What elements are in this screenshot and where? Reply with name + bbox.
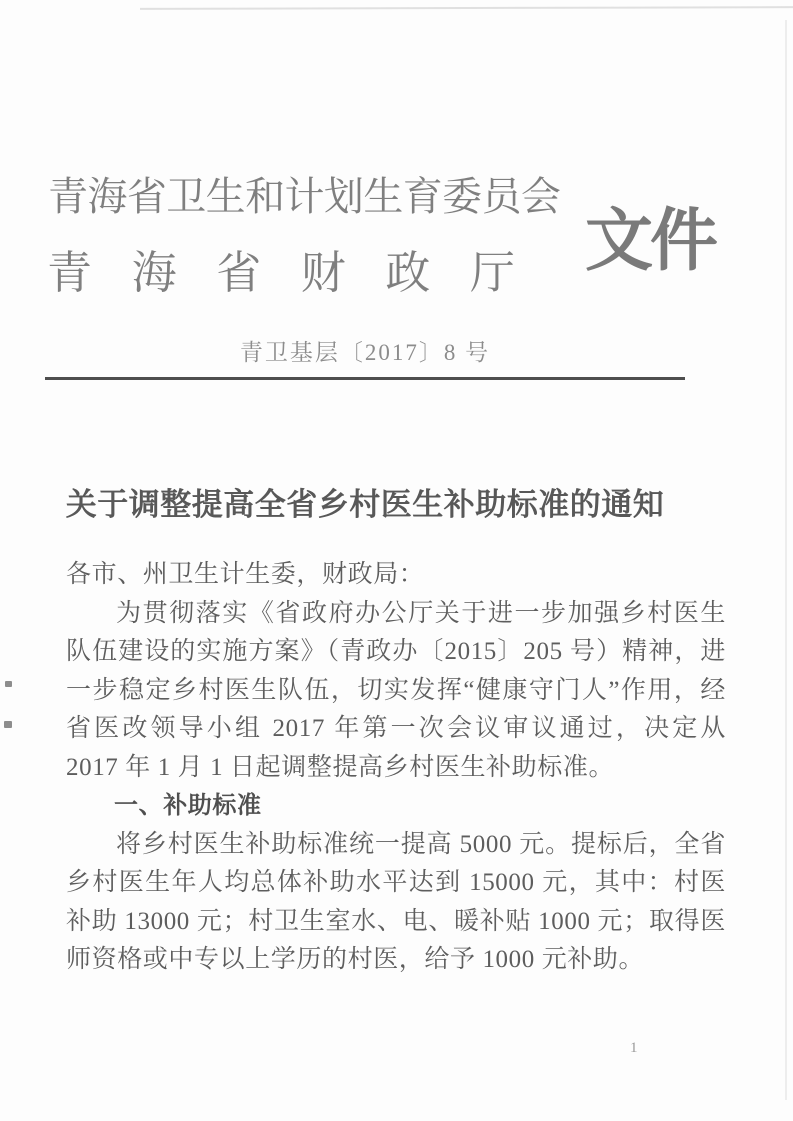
section-heading: 一、补助标准	[114, 792, 262, 819]
paragraph-2: 将乡村医生补助标准统一提高 5000 元。提标后，全省乡村医生年人均总体补助水平达到 15000 元，其中：村医补助 13000 元；村卫生室水、电、暖补贴 1000 元；取得医师资格或中专以上学历的村医，给予 1000 元补助。	[66, 830, 726, 973]
doc-type-label: 文件	[585, 203, 716, 279]
document-body	[66, 556, 726, 980]
document-title: 关于调整提高全省乡村医生补助标准的通知	[65, 487, 665, 522]
paragraph-1: 为贯彻落实《省政府办公厅关于进一步加强乡村医生队伍建设的实施方案》（青政办〔2015〕205 号）精神，进一步稳定乡村医生队伍，切实发挥“健康守门人”作用，经省医改领导小组 2017 年第一次会议审议通过，决定从 2017 年 1 月 1 日起调整提高乡村医生补助标准。	[66, 599, 726, 781]
header-divider	[45, 377, 685, 380]
binding-mark	[4, 721, 12, 728]
scan-edge-top	[140, 6, 793, 10]
scan-edge-right	[785, 20, 787, 1100]
org-name-line1: 青海省卫生和计划生育委员会	[48, 174, 560, 219]
salutation: 各市、州卫生计生委，财政局：	[66, 561, 425, 588]
doc-number: 青卫基层〔2017〕8 号	[239, 340, 491, 365]
page-number: 1	[630, 1040, 638, 1056]
binding-mark	[5, 681, 12, 687]
org-name-line2: 青海省财政厅	[47, 248, 515, 298]
